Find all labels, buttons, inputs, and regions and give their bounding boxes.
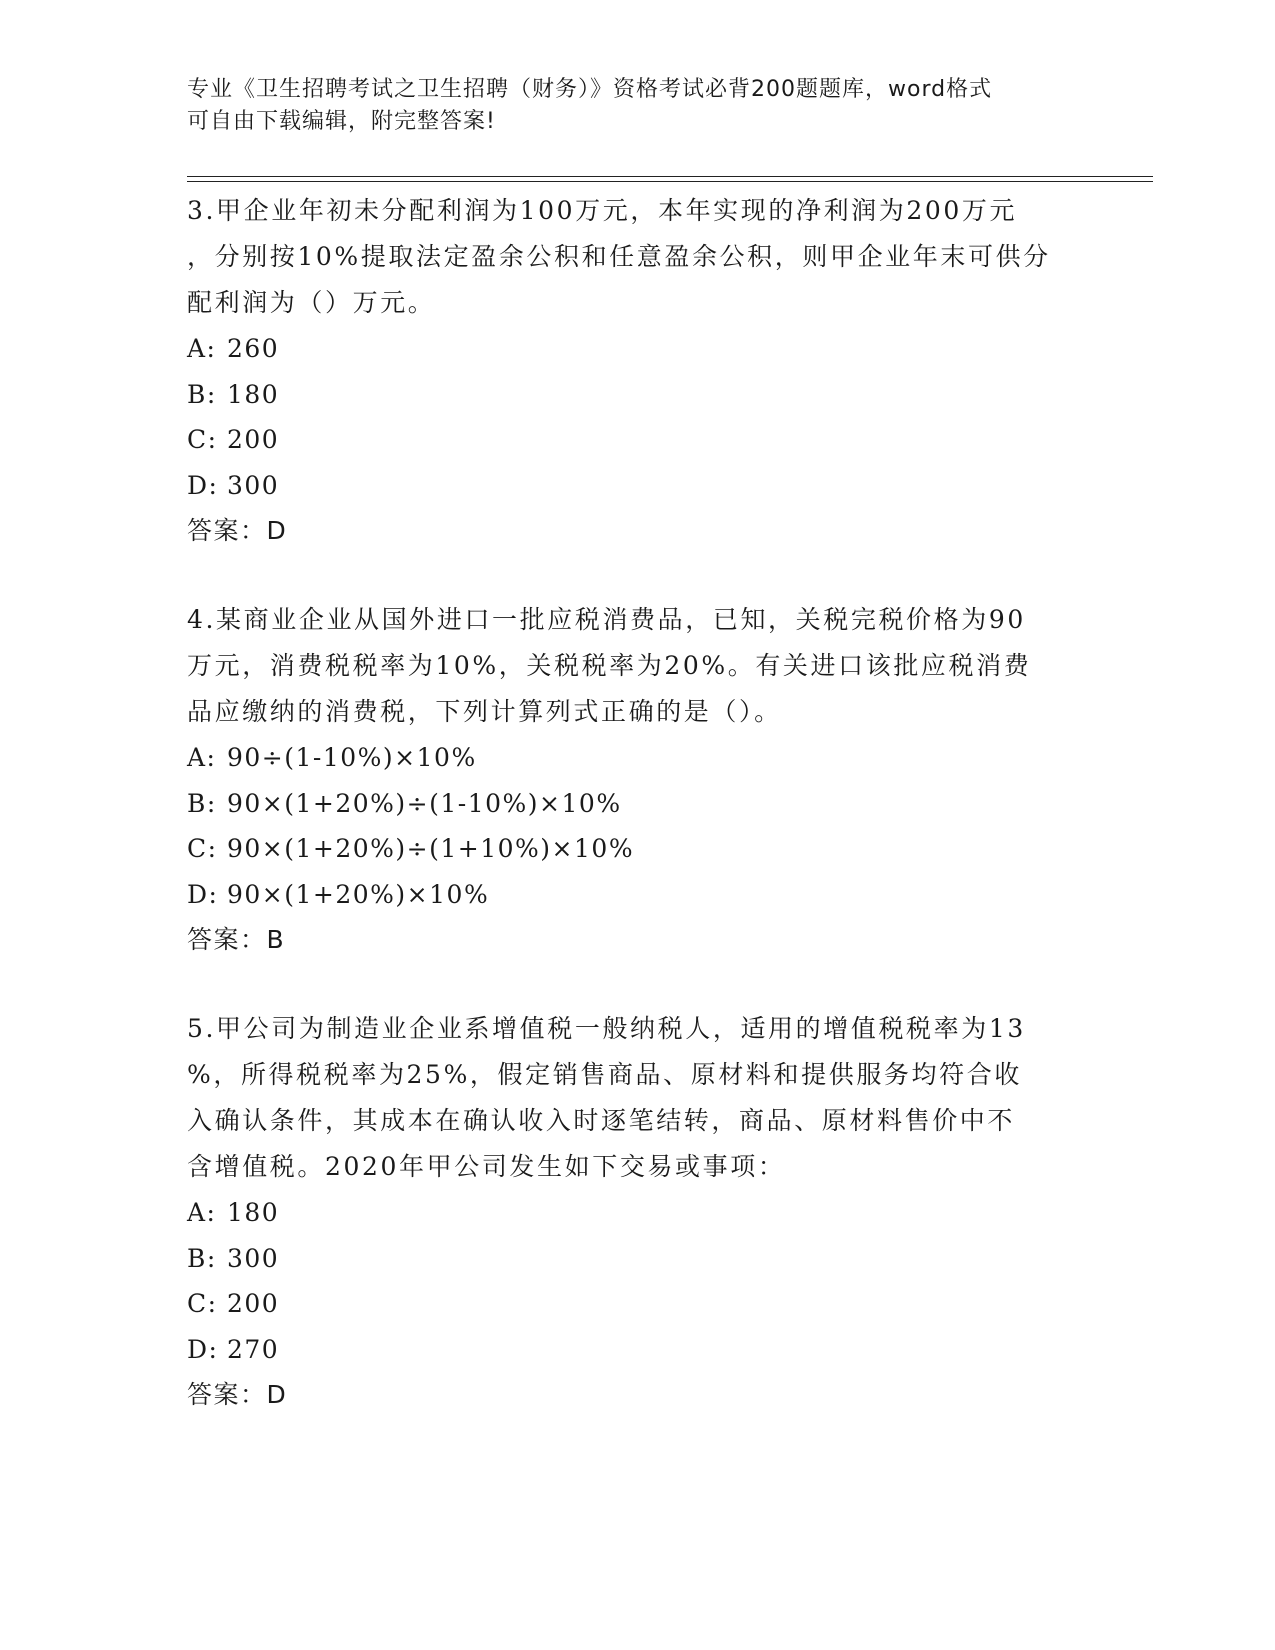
option-key: C: [187,834,218,863]
option-key: A: [187,743,217,772]
header-line-1: 专业《卫生招聘考试之卫生招聘（财务）》资格考试必背200题题库，word格式 [187,77,993,102]
option-key: D: [187,879,219,909]
option-text: 260 [227,334,280,363]
stem-line: 3.甲企业年初未分配利润为100万元，本年实现的净利润为200万元 [187,196,1018,225]
option-c [187,1281,1087,1327]
header-divider-bottom [187,181,1153,182]
option-key: C: [187,425,218,454]
stem-line: 5.甲公司为制造业企业系增值税一般纳税人，适用的增值税税率为13 [187,1014,1026,1043]
question-5 [187,1006,1087,1418]
option-d [187,463,1087,509]
answer-line: 答案：B [187,925,286,954]
option-text: 200 [227,425,280,454]
stem-line: ，分别按10%提取法定盈余公积和任意盈余公积，则甲企业年末可供分 [187,242,1051,271]
option-b [187,372,1087,418]
option-text: 90÷(1-10%)×10% [227,743,477,772]
question-stem [187,1006,1087,1190]
question-3 [187,188,1087,554]
option-a [187,326,1087,372]
option-key: B: [187,379,217,409]
option-d [187,1327,1087,1373]
option-key: C: [187,1289,218,1318]
option-key: B: [187,1243,217,1273]
option-key: D: [187,470,219,500]
option-text: 270 [227,1334,280,1364]
option-text: 90×(1+20%)÷(1-10%)×10% [227,788,622,818]
option-text: 180 [227,379,280,409]
option-text: 90×(1+20%)×10% [227,879,490,909]
option-text: 300 [227,470,280,500]
answer-line: 答案：D [187,1380,288,1409]
option-c [187,826,1087,872]
question-stem [187,188,1087,326]
header-divider-top [187,176,1153,177]
stem-line: 万元，消费税税率为10%，关税税率为20%。有关进口该批应税消费 [187,651,1032,680]
stem-line: 配利润为（）万元。 [187,288,436,317]
option-a [187,735,1087,781]
option-c [187,417,1087,463]
option-a [187,1190,1087,1236]
option-key: A: [187,334,217,363]
stem-line: 入确认条件，其成本在确认收入时逐笔结转，商品、原材料售价中不 [187,1106,1016,1135]
header-line-2: 可自由下载编辑，附完整答案! [187,109,496,134]
answer-line: 答案：D [187,516,288,545]
option-text: 200 [227,1289,280,1318]
option-text: 300 [227,1243,280,1273]
option-d [187,872,1087,918]
option-text: 180 [227,1198,280,1227]
option-key: A: [187,1198,217,1227]
option-key: B: [187,788,217,818]
document-header [187,74,1067,138]
stem-line: 4.某商业企业从国外进口一批应税消费品，已知，关税完税价格为90 [187,605,1026,634]
stem-line: 含增值税。2020年甲公司发生如下交易或事项： [187,1152,786,1181]
option-b [187,1236,1087,1282]
option-b [187,781,1087,827]
option-text: 90×(1+20%)÷(1+10%)×10% [227,834,635,863]
question-stem [187,597,1087,735]
option-key: D: [187,1334,219,1364]
question-4 [187,597,1087,963]
question-list [187,188,1087,1461]
stem-line: %，所得税税率为25%，假定销售商品、原材料和提供服务均符合收 [187,1060,1022,1089]
stem-line: 品应缴纳的消费税，下列计算列式正确的是（）。 [187,697,782,726]
